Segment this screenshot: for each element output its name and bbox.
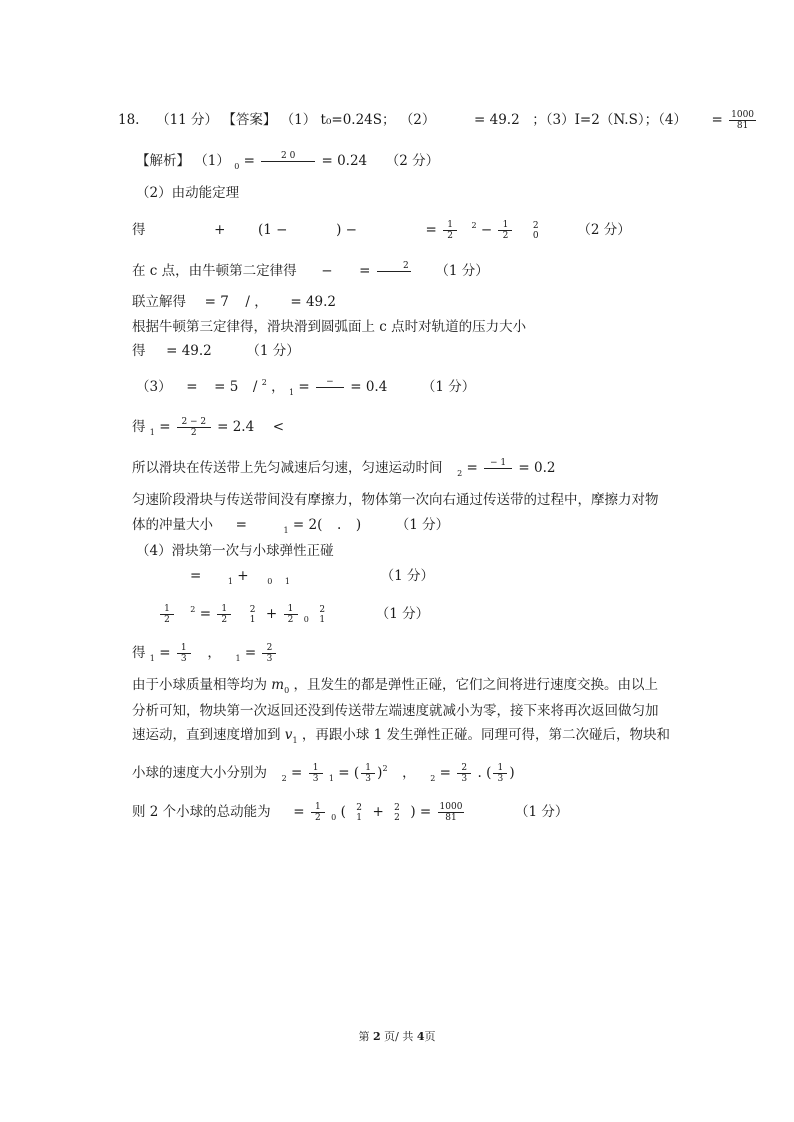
part3-answer: ；（3）I=2（N.S）；（4） [532, 112, 687, 128]
footer-text: 页 [424, 1030, 436, 1043]
square: 2 [190, 605, 196, 614]
equals: = [466, 460, 478, 476]
equals: = [359, 263, 371, 279]
slash: / [252, 379, 258, 395]
comma: ， [207, 645, 221, 661]
text: 由于小球质量相等均为 [132, 677, 267, 693]
t1-value: = 0.4 [350, 379, 388, 395]
text: 速运动，直到速度增加到 [132, 727, 281, 743]
score: （1 分） [515, 804, 569, 820]
centripetal-fraction: 2 [377, 261, 411, 282]
text: ，再跟小球 1 发生弹性正碰。同理可得，第二次碰后，物块和 [301, 727, 670, 743]
square: 2 [261, 378, 267, 387]
accel-value: = 5 [214, 379, 239, 395]
half-fraction: $\frac{1}{2}$ [284, 604, 298, 625]
equals: = [244, 645, 257, 661]
v-value: = 7 [204, 294, 229, 310]
sub-one: 1 [284, 577, 290, 586]
sub-zero: 0 [331, 813, 337, 822]
paren-close: ) = [410, 804, 432, 820]
minus: − [321, 263, 333, 279]
sub-one: 1 [328, 774, 334, 783]
v2-square: 2 2 [394, 802, 400, 823]
mass-symbol: m [271, 677, 285, 693]
impulse-value: = 2( [292, 517, 323, 533]
square: 2 [471, 221, 477, 230]
paren-close: ) − [336, 222, 357, 238]
equals: = [235, 517, 247, 533]
two-thirds: $\frac{2}{3}$ [457, 763, 471, 784]
de-label: 得 [132, 343, 146, 359]
score: （2 分） [385, 153, 440, 169]
x1-fraction: $\frac{2 - 2}{2}$ [177, 417, 211, 438]
t0-fraction: 2 0 [261, 151, 315, 172]
pressure-value: = 49.2 [166, 343, 212, 359]
newton-third-law: 根据牛顿第三定律得，滑块滑到圆弧面上 c 点时对轨道的压力大小 [132, 319, 527, 335]
half-fraction: $\frac{1}{2}$ [498, 220, 512, 241]
analysis-line [136, 151, 439, 176]
equals: = [439, 765, 451, 781]
text: 体的冲量大小 [132, 517, 213, 533]
answer-header-line [118, 110, 758, 131]
less-than: < [272, 419, 285, 435]
energy-fraction: $\frac{1000}{81}$ [439, 802, 463, 823]
comma: ， [402, 765, 416, 781]
plus: + [265, 606, 278, 622]
equals: = [199, 606, 211, 622]
footer-text: 页/ 共 [384, 1030, 414, 1043]
plus: + [214, 222, 226, 238]
t0-value: = 0.24 [321, 153, 368, 169]
score: （2 分） [577, 222, 631, 238]
equals: = [159, 419, 171, 435]
half-fraction: $\frac{1}{2}$ [217, 604, 231, 625]
paren-close: ) [377, 765, 383, 781]
second-collision-line [132, 760, 515, 788]
question-score: （11 分） [156, 112, 219, 128]
equals: = [190, 568, 202, 584]
analysis-text: 分析可知，物块第一次返回还没到传送带左端速度就减小为零，接下来将再次返回做匀加 [132, 703, 659, 719]
t2-value: = 0.2 [518, 460, 556, 476]
one-third: $\frac{1}{3}$ [309, 763, 323, 784]
friction-text: 匀速阶段滑块与传送带间没有摩擦力，物体第一次向右通过传送带的过程中，摩擦力对物 [132, 492, 659, 508]
t0-answer: t₀=0.24S； [320, 112, 396, 128]
text: 联立解得 [132, 294, 186, 310]
half-fraction: $\frac{1}{2}$ [311, 802, 325, 823]
energy-conservation [158, 601, 429, 629]
part4-heading: （4）滑块第一次与小球弹性正碰 [136, 543, 334, 559]
sub-zero: 0 [267, 577, 273, 586]
two-thirds: $\frac{2}{3}$ [262, 643, 276, 664]
one-third: $\frac{1}{3}$ [177, 643, 191, 664]
text: 所以滑块在传送带上先匀减速后匀速，匀速运动时间 [132, 460, 443, 476]
momentum-equation [190, 567, 434, 591]
de-label: 得 [132, 222, 146, 238]
minus: − [480, 222, 493, 238]
score: （1 分） [435, 263, 489, 279]
n-value: = 49.2 [290, 294, 337, 310]
equals: = [159, 645, 171, 661]
sub-zero: 0 [303, 615, 309, 624]
equals: = [186, 379, 198, 395]
half-fraction: $\frac{1}{2}$ [160, 604, 174, 625]
part2-label: （2） [399, 112, 436, 128]
answer-tag: 【答案】 [222, 112, 277, 128]
text: 小球的速度大小分别为 [132, 765, 267, 781]
plus: + [372, 804, 384, 820]
newton-second-law [132, 261, 489, 282]
text: ，且发生的都是弹性正碰，它们之间将进行速度交换。由以上 [293, 677, 658, 693]
part3-line [136, 374, 475, 402]
sub-one: 1 [227, 577, 233, 586]
text: 在 c 点，由牛顿第二定律得 [132, 263, 297, 279]
analysis-tag: 【解析】 [136, 153, 190, 169]
sub-two: 2 [457, 469, 463, 478]
accelerate-text [132, 726, 670, 750]
exchange-text [132, 676, 658, 700]
total-kinetic-energy [132, 802, 568, 827]
velocity-results [132, 643, 278, 668]
comma: ， [254, 294, 268, 310]
distance-line [132, 417, 284, 442]
part1-label: （1） [194, 153, 230, 169]
text: 则 2 个小球的总动能为 [132, 804, 271, 820]
solve-line [132, 293, 336, 311]
paren-open: (1 − [258, 222, 288, 238]
de-label: 得 [132, 419, 146, 435]
one-third: $\frac{1}{3}$ [361, 763, 375, 784]
comma: ， [271, 379, 285, 395]
sub-one: 1 [283, 526, 289, 535]
part4-fraction: $\frac{1000}{81}$ [731, 110, 755, 131]
sub-one: 1 [288, 388, 295, 397]
one-third: $\frac{1}{3}$ [493, 763, 507, 784]
part1-label: （1） [280, 112, 317, 128]
de-label: 得 [132, 645, 146, 661]
t1-fraction: − [316, 377, 344, 398]
sub-one: 1 [149, 654, 155, 663]
sub-zero: 0 [234, 162, 240, 171]
score: （1 分） [421, 379, 476, 395]
footer-text: 第 [358, 1030, 370, 1043]
part4-eq: = [711, 112, 723, 128]
part2-heading: （2）由动能定理 [136, 185, 240, 201]
sub-one: 1 [292, 736, 298, 745]
paren-open: ( [340, 804, 346, 820]
velocity-symbol: v [284, 727, 293, 743]
v1b-square: 2 1 [319, 604, 326, 625]
energy-equation [132, 217, 631, 241]
plus: + [237, 568, 249, 584]
half-fraction: $\frac{1}{2}$ [443, 220, 457, 241]
x1-value: = 2.4 [217, 419, 255, 435]
slash: / [245, 294, 250, 310]
sub-two: 2 [281, 774, 287, 783]
score: （1 分） [395, 517, 450, 533]
t2-fraction: − 1 [484, 458, 512, 479]
part3-label: （3） [136, 379, 172, 395]
score: （1 分） [375, 606, 430, 622]
impulse-line [132, 516, 449, 540]
v1-square: 2 1 [356, 802, 362, 823]
paren-close: ) [509, 765, 515, 781]
dot-paren: . ( [477, 765, 492, 781]
score: （1 分） [246, 343, 300, 359]
sub-one: 1 [149, 428, 155, 437]
question-number: 18. [118, 112, 140, 128]
part2-answer: = 49.2 [474, 112, 520, 128]
score: （1 分） [380, 568, 434, 584]
page-footer [0, 1028, 794, 1044]
dot: . [336, 517, 342, 533]
page-number: 2 [372, 1030, 381, 1043]
square: 2 [382, 764, 388, 773]
equals: = [298, 379, 310, 395]
equals: = [293, 804, 305, 820]
v0-square: 2 0 [532, 220, 539, 241]
sub-two: 2 [430, 774, 436, 783]
sub-zero: 0 [284, 686, 290, 695]
equals: = ( [338, 765, 360, 781]
paren-close: ) [355, 517, 362, 533]
equals: = [243, 153, 255, 169]
equals: = [425, 222, 437, 238]
pressure-result [132, 342, 300, 360]
sub-one: 1 [235, 654, 241, 663]
uniform-time-line [132, 458, 555, 483]
equals: = [290, 765, 303, 781]
v1-square: 2 1 [249, 604, 256, 625]
total-pages: 4 [416, 1030, 425, 1043]
